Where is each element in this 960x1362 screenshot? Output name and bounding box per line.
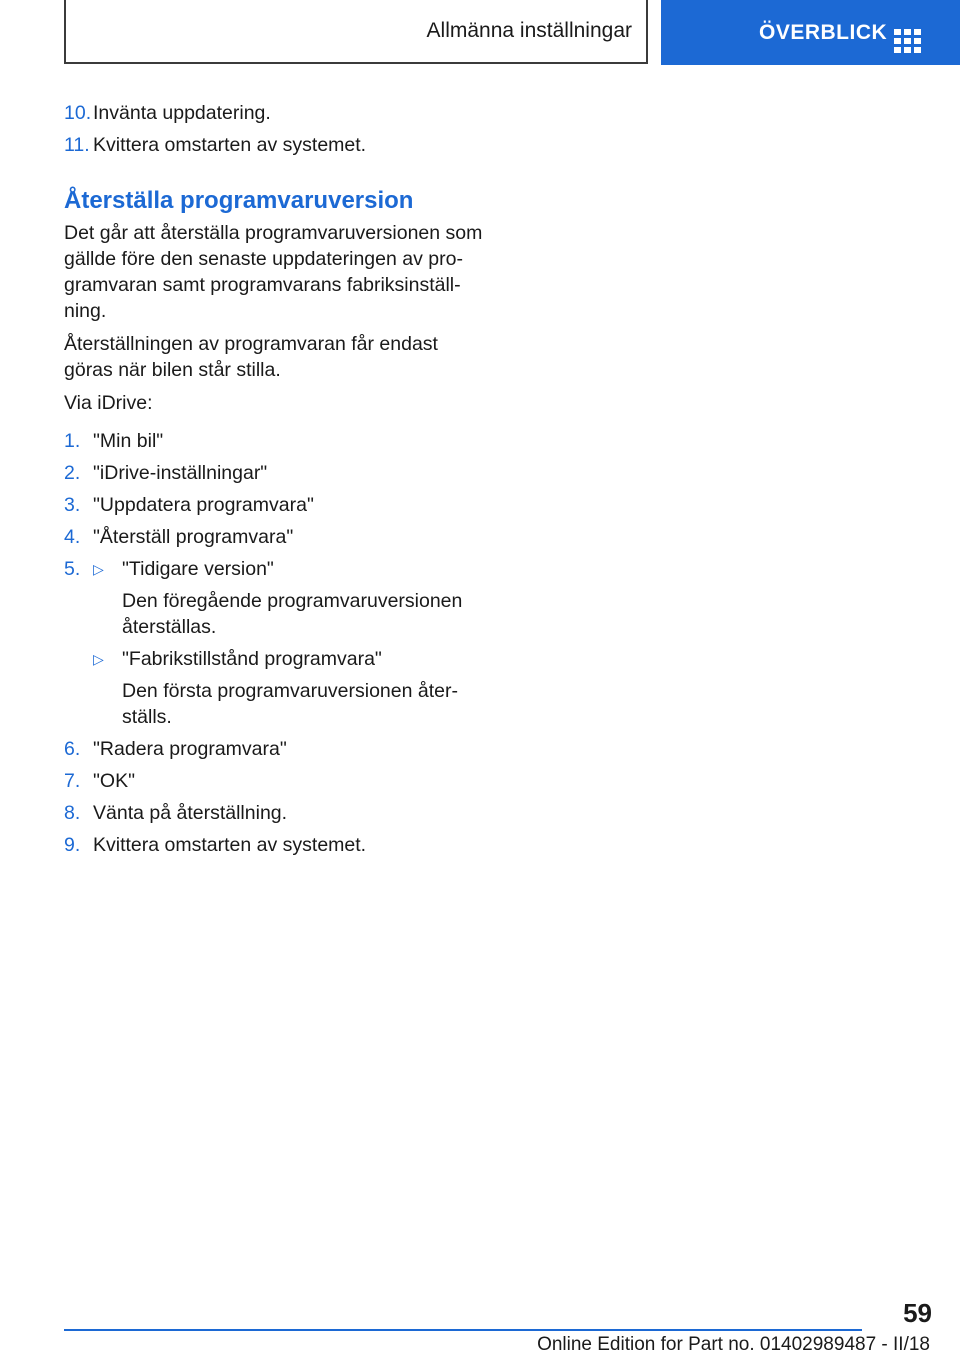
step-text: Invänta uppdatering.: [93, 102, 271, 124]
list-item: [64, 460, 484, 486]
step-text: "Återställ programvara": [93, 526, 294, 548]
step-text: "iDrive-inställningar": [93, 462, 268, 484]
footer-divider: [64, 1329, 862, 1331]
list-item: [64, 492, 484, 518]
step-number: 6.: [64, 738, 81, 760]
paragraph: Återställningen av programvaran får endast göras när bilen står stilla.: [64, 333, 438, 381]
edition-footer: Online Edition for Part no. 01402989487 - II/18: [537, 1334, 930, 1355]
section-heading: Återställa programvaruversion: [64, 187, 414, 214]
list-item: [64, 100, 484, 126]
section-title: Allmänna inställningar: [426, 19, 632, 42]
option-label: "Fabrikstillstånd programvara": [122, 648, 382, 670]
grid-icon: [894, 29, 922, 53]
option-description: Den första programvaruversionen återställs.: [122, 680, 458, 728]
list-item: [64, 132, 484, 158]
list-item: [64, 736, 484, 762]
step-number: 10.: [64, 102, 92, 124]
step-text: Vänta på återställning.: [93, 802, 288, 824]
sub-option: [93, 646, 484, 730]
list-item: [64, 832, 484, 858]
list-item: [64, 768, 484, 794]
triangle-bullet-icon: ▷: [93, 561, 104, 577]
step-number: 8.: [64, 802, 81, 824]
step-text: Kvittera omstarten av systemet.: [93, 834, 367, 856]
step-text: "Min bil": [93, 430, 164, 452]
step-number: 7.: [64, 770, 81, 792]
step-text: "Radera programvara": [93, 738, 287, 760]
overview-tab[interactable]: [661, 0, 960, 65]
page-content: [64, 100, 484, 864]
triangle-bullet-icon: ▷: [93, 651, 104, 667]
option-label: "Tidigare version": [122, 558, 274, 580]
step-number: 3.: [64, 494, 81, 516]
header-section-title-box: [64, 0, 648, 64]
step-text: Kvittera omstarten av systemet.: [93, 134, 367, 156]
list-item: [64, 524, 484, 550]
step-text: "OK": [93, 770, 136, 792]
step-number: 1.: [64, 430, 81, 452]
list-item: [64, 800, 484, 826]
option-description: Den föregående programvaruversionen återställas.: [122, 590, 463, 638]
sub-option: [93, 556, 484, 640]
step-text: "Uppdatera programvara": [93, 494, 314, 516]
paragraph: Via iDrive:: [64, 392, 153, 414]
paragraph: Det går att återställa programvaruversionen som gällde före den senaste uppdateringen av programvaran samt programvarans fabriksinställning.: [64, 222, 483, 322]
step-number: 11.: [64, 134, 90, 156]
step-number: 5.: [64, 558, 81, 580]
page-number: 59: [903, 1298, 932, 1328]
step-number: 9.: [64, 834, 81, 856]
list-item: [64, 428, 484, 454]
step-number: 2.: [64, 462, 81, 484]
step-number: 4.: [64, 526, 81, 548]
list-item: [64, 556, 484, 730]
overview-tab-label: ÖVERBLICK: [759, 20, 888, 44]
